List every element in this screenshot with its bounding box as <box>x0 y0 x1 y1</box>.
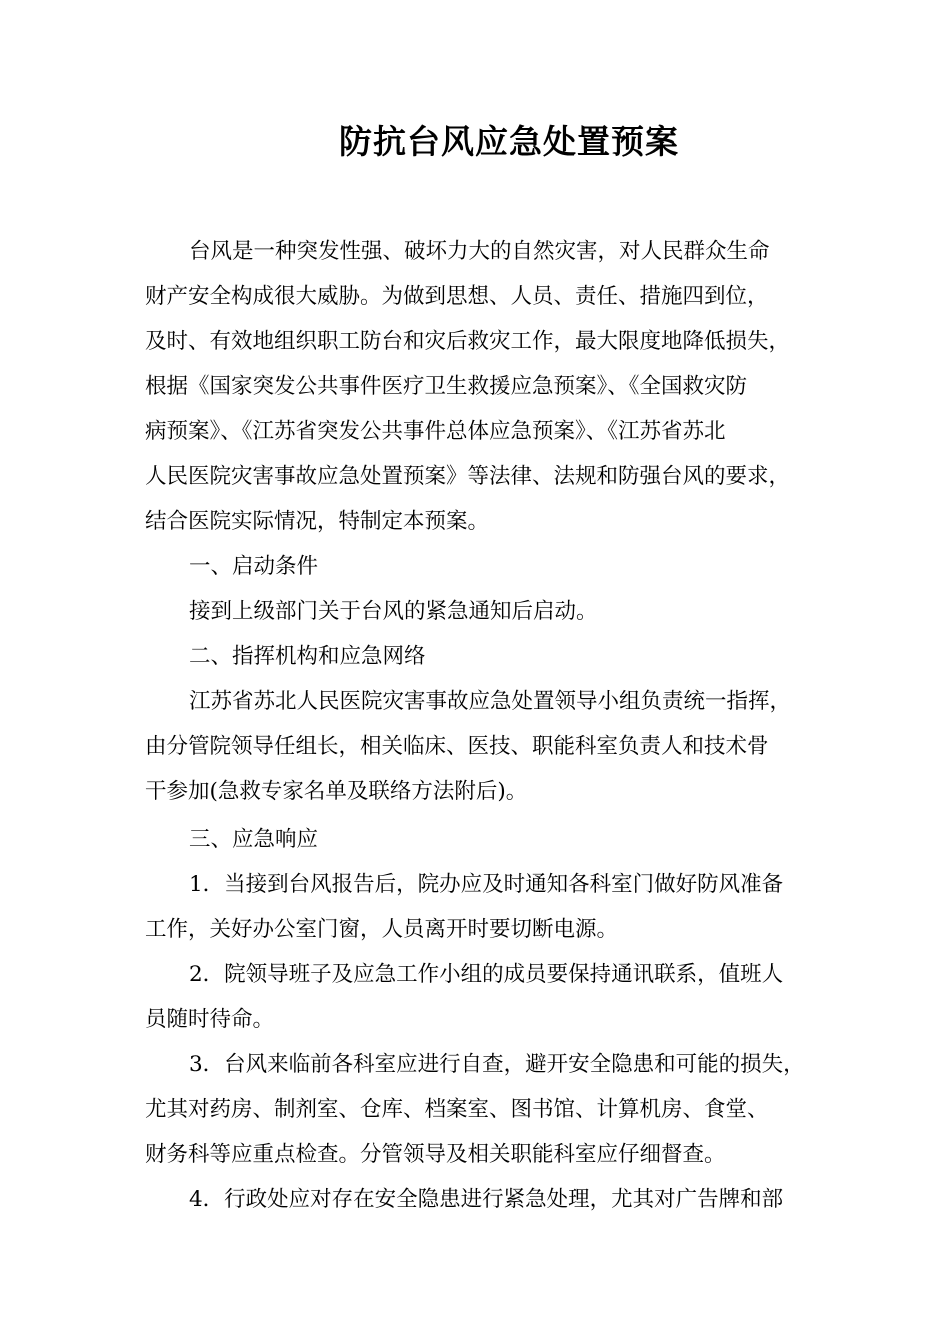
section-heading-1: 一、启动条件 <box>189 554 319 579</box>
item-3-line-1: 3．台风来临前各科室应进行自查，避开安全隐患和可能的损失， <box>189 1052 805 1077</box>
section-2-line-1: 江苏省苏北人民医院灾害事故应急处置领导小组负责统一指挥， <box>189 689 792 714</box>
item-4-line-1: 4．行政处应对存在安全隐患进行紧急处理，尤其对广告牌和部 <box>189 1187 784 1212</box>
paragraph-intro-line-7: 结合医院实际情况，特制定本预案。 <box>145 509 490 534</box>
section-2-line-2: 由分管院领导任组长，相关临床、医技、职能科室负责人和技术骨 <box>145 734 769 759</box>
section-2-line-3: 干参加(急救专家名单及联络方法附后)。 <box>145 779 528 804</box>
item-1-line-1: 1．当接到台风报告后，院办应及时通知各科室门做好防风准备 <box>189 872 784 897</box>
item-3-line-2: 尤其对药房、制剂室、仓库、档案室、图书馆、计算机房、食堂、 <box>145 1097 769 1122</box>
item-2-line-1: 2．院领导班子及应急工作小组的成员要保持通讯联系，值班人 <box>189 962 784 987</box>
section-heading-3: 三、应急响应 <box>189 827 319 852</box>
section-1-text: 接到上级部门关于台风的紧急通知后启动。 <box>189 599 598 624</box>
item-3-line-3: 财务科等应重点检查。分管领导及相关职能科室应仔细督查。 <box>145 1142 726 1167</box>
paragraph-intro-line-5: 病预案》、《江苏省突发公共事件总体应急预案》、《江苏省苏北 <box>145 419 726 444</box>
section-heading-2: 二、指挥机构和应急网络 <box>189 644 426 669</box>
document-title: 防抗台风应急处置预案 <box>339 122 679 161</box>
item-1-line-2: 工作，关好办公室门窗，人员离开时要切断电源。 <box>145 917 619 942</box>
paragraph-intro-line-4: 根据《国家突发公共事件医疗卫生救援应急预案》、《全国救灾防 <box>145 374 748 399</box>
item-2-line-2: 员随时待命。 <box>145 1007 275 1032</box>
paragraph-intro-line-3: 及时、有效地组织职工防台和灾后救灾工作，最大限度地降低损失， <box>145 329 791 354</box>
document-body <box>145 229 835 1222</box>
paragraph-intro-line-2: 财产安全构成很大威胁。为做到思想、人员、责任、措施四到位， <box>145 284 769 309</box>
paragraph-intro-line-1: 台风是一种突发性强、破坏力大的自然灾害，对人民群众生命 <box>189 239 770 264</box>
paragraph-intro-line-6: 人民医院灾害事故应急处置预案》等法律、法规和防强台风的要求， <box>145 464 791 489</box>
